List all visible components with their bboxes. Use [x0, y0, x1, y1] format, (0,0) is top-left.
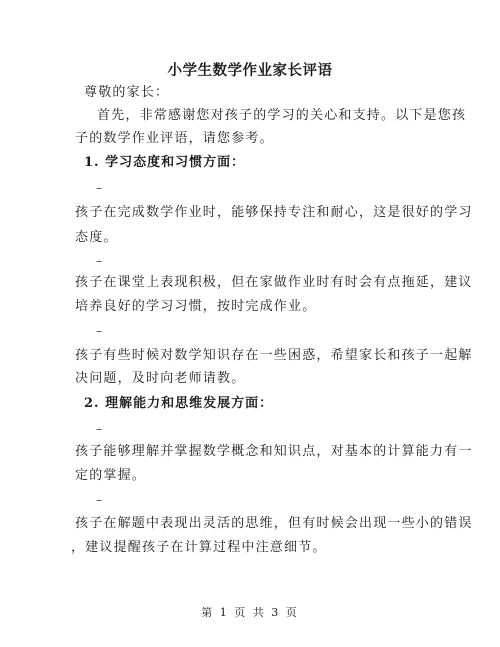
item-3-line-1: 孩子有些时候对数学知识存在一些困惑，希望家长和孩子一起解 [75, 348, 473, 363]
item-1-line-2: 态度。 [75, 230, 118, 245]
item-4-line-2: 定的掌握。 [75, 468, 147, 483]
section-1-heading: 1. 学习态度和习惯方面： [84, 155, 246, 170]
page-footer: 第 1 页 共 3 页 [201, 606, 299, 619]
item-2-line-2: 培养良好的学习习惯，按时完成作业。 [75, 299, 317, 314]
item-2-line-1: 孩子在课堂上表现积极，但在家做作业时有时会有点拖延，建议 [75, 275, 473, 290]
bullet-dash: – [96, 324, 102, 338]
bullet-dash: – [96, 493, 102, 507]
item-4-line-1: 孩子能够理解并掌握数学概念和知识点，对基本的计算能力有一 [75, 444, 473, 459]
item-1-line-1: 孩子在完成数学作业时，能够保持专注和耐心，这是很好的学习 [75, 205, 473, 220]
item-5-line-2: ，建议提醒孩子在计算过程中注意细节。 [71, 540, 327, 555]
item-3-line-2: 决问题，及时向老师请教。 [75, 371, 246, 386]
intro-line-1: 首先，非常感谢您对孩子的学习的关心和支持。以下是您孩 [97, 108, 467, 123]
intro-line-2: 子的数学作业评语，请您参考。 [75, 131, 274, 146]
section-2-heading: 2. 理解能力和思维发展方面： [84, 396, 274, 411]
document-title: 小学生数学作业家长评语 [167, 62, 333, 79]
bullet-dash: – [96, 422, 102, 436]
bullet-dash: – [96, 181, 102, 195]
salutation: 尊敬的家长： [84, 85, 170, 100]
item-5-line-1: 孩子在解题中表现出灵活的思维，但有时候会出现一些小的错误 [75, 516, 473, 531]
bullet-dash: – [96, 254, 102, 268]
